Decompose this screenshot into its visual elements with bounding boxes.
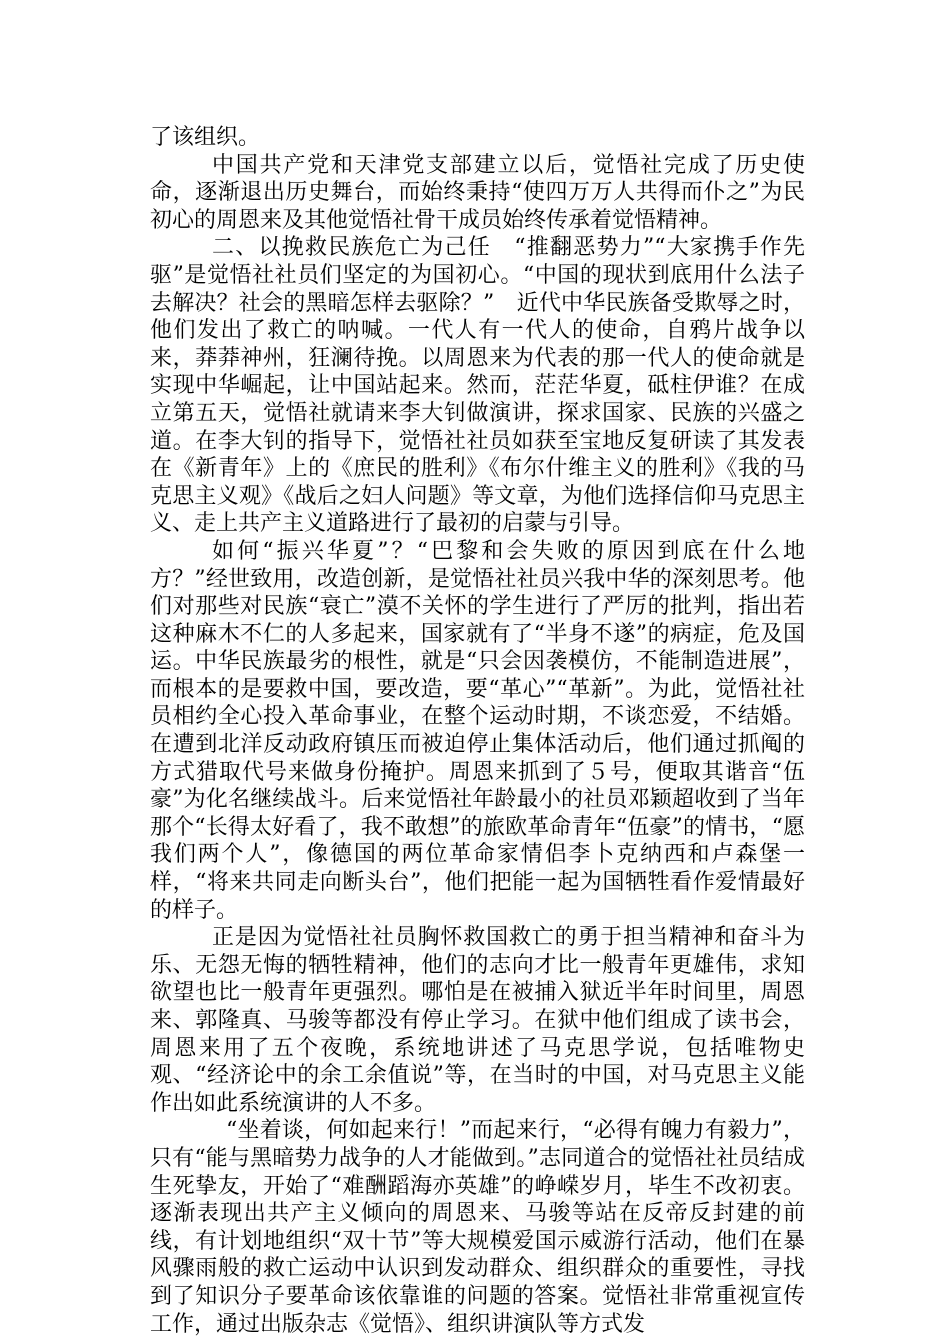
- paragraph-sacrifice-spirit: 正是因为觉悟社社员胸怀救国救亡的勇于担当精神和奋斗为乐、无怨无悔的牺牲精神，他们的志向才比一般青年更雄伟，求知欲望也比一般青年更强烈。哪怕是在被捕入狱近半年时间里，周恩来、郭隆真、马骏等都没有停止学习。在狱中他们组成了读书会，周恩来用了五个夜晚，系统地讲述了马克思学说，包括唯物史观、“经济论中的余工余值说”等，在当时的中国，对马克思主义能作出如此系统演讲的人不多。: [150, 925, 805, 1116]
- paragraph-section-two: 二、以挽救民族危亡为己任 “推翻恶势力”“大家携手作先驱”是觉悟社社员们坚定的为国初心。“中国的现状到底用什么法子去解决？社会的黑暗怎样去驱除？” 近代中华民族备受欺辱之时，他们发出了救亡的呐喊。一代人有一代人的使命，自鸦片战争以来，莽莽神州，狂澜待挽。以周恩来为代表的那一代人的使命就是实现中华崛起，让中国站起来。然而，茫茫华夏，砥柱伊谁？在成立第五天，觉悟社就请来李大钊做演讲，探求国家、民族的兴盛之道。在李大钊的指导下，觉悟社社员如获至宝地反复研读了其发表在《新青年》上的《庶民的胜利》《布尔什维主义的胜利》《我的马克思主义观》《战后之妇人问题》等文章，为他们选择信仰马克思主义、走上共产主义道路进行了最初的启蒙与引导。: [150, 235, 805, 537]
- paragraph-rise-and-act: “坐着谈，何如起来行！”而起来行，“必得有魄力有毅力”，只有“能与黑暗势力战争的人才能做到。”志同道合的觉悟社社员结成生死挚友，开始了“难酬蹈海亦英雄”的峥嵘岁月，毕生不改初衷。逐渐表现出共产主义倾向的周恩来、马骏等站在反帝反封建的前线，有计划地组织“双十节”等大规模爱国示威游行活动，他们在暴风骤雨般的救亡运动中认识到发动群众、组织群众的重要性，寻找到了知识分子要革命该依靠谁的问题的答案。觉悟社非常重视宣传工作，通过出版杂志《觉悟》、组织讲演队等方式发: [150, 1118, 805, 1337]
- paragraph-continuation: 了该组织。: [150, 125, 261, 150]
- paragraph-history-mission: 中国共产党和天津党支部建立以后，觉悟社完成了历史使命，逐渐退出历史舞台，而始终秉持“使四万万人共得而仆之”为民初心的周恩来及其他觉悟社骨干成员始终传承着觉悟精神。: [150, 152, 805, 233]
- document-body: [150, 124, 805, 1338]
- paragraph-revitalize-china: 如何“振兴华夏”？“巴黎和会失败的原因到底在什么地方？”经世致用，改造创新，是觉悟社社员兴我中华的深刻思考。他们对那些对民族“衰亡”漠不关怀的学生进行了严厉的批判，指出若这种麻木不仁的人多起来，国家就有了“半身不遂”的病症，危及国运。中华民族最劣的根性，就是“只会因袭模仿，不能制造进展”，而根本的是要救中国，要改造，要“革心”“革新”。为此，觉悟社社员相约全心投入革命事业，在整个运动时期，不谈恋爱，不结婚。在遭到北洋反动政府镇压而被迫停止集体活动后，他们通过抓阄的方式猎取代号来做身份掩护。周恩来抓到了５号，便取其谐音“伍豪”为化名继续战斗。后来觉悟社年龄最小的社员邓颖超收到了当年那个“长得太好看了，我不敢想”的旅欧革命青年“伍豪”的情书，“愿我们两个人”，像德国的两位革命家情侣李卜克纳西和卢森堡一样，“将来共同走向断头台”，他们把能一起为国牺牲看作爱情最好的样子。: [150, 538, 805, 923]
